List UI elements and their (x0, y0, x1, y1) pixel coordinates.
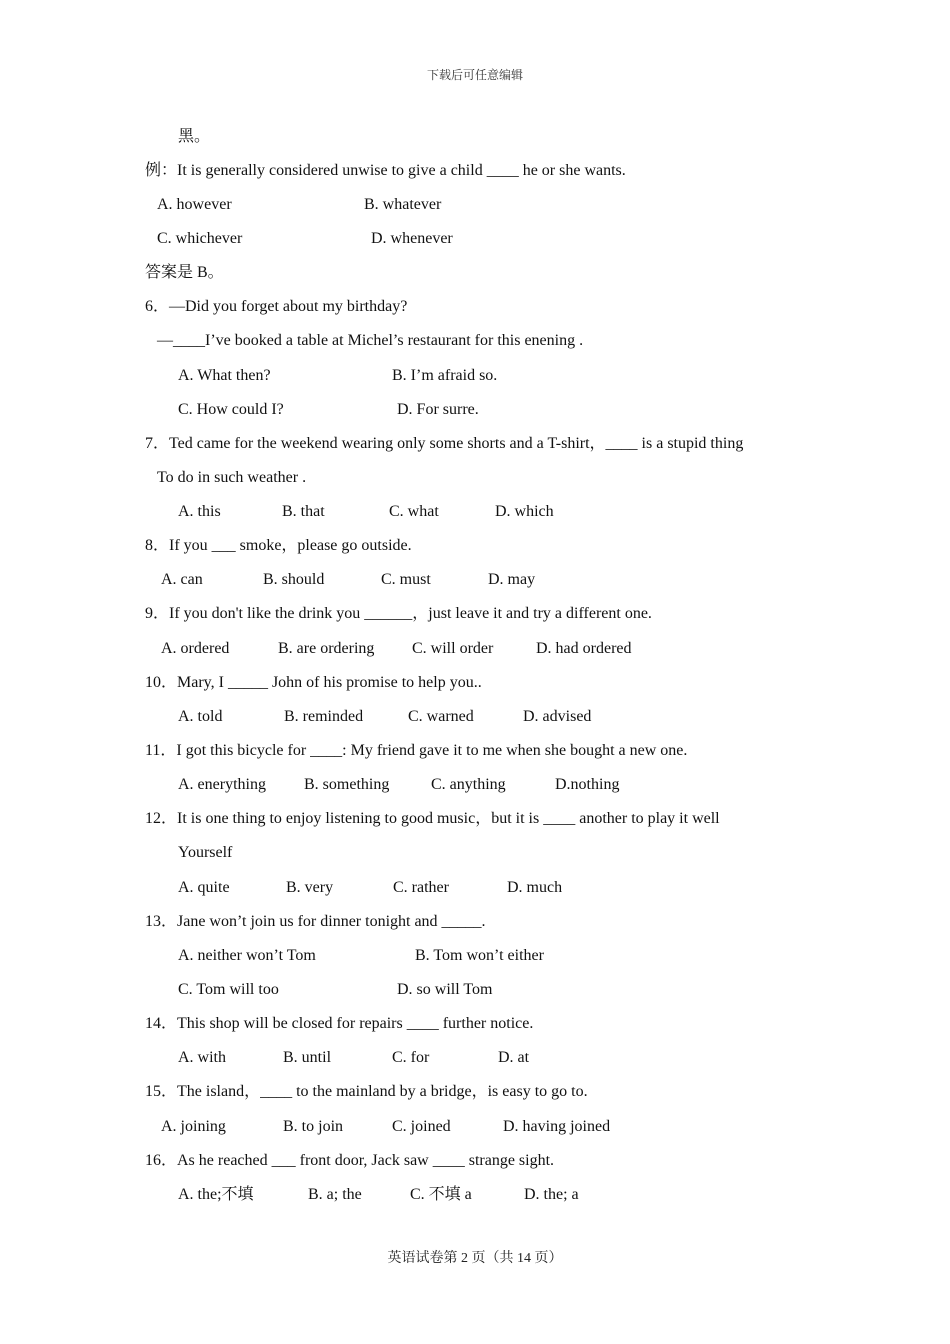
q10-option-d: D. advised (523, 708, 592, 725)
q7-stem: 7．Ted came for the weekend wearing only some shorts and a T-shirt，____ is a stupid thing (145, 435, 744, 452)
intro-tail: 黑。 (178, 128, 211, 145)
q14-stem: 14．This shop will be closed for repairs ____ further notice. (145, 1015, 534, 1032)
example-stem: 例：It is generally considered unwise to give a child ____ he or she wants. (145, 162, 626, 179)
q9-option-c: C. will order (412, 640, 494, 657)
q16-option-d: D. the; a (524, 1186, 579, 1203)
q16-stem: 16．As he reached ___ front door, Jack saw ____ strange sight. (145, 1152, 555, 1169)
q16-option-a: A. the;不填 (178, 1186, 254, 1203)
q15-option-a: A. joining (161, 1118, 226, 1135)
q6-option-b: B. I’m afraid so. (392, 367, 498, 384)
q6-option-c: C. How could I? (178, 401, 284, 418)
q9-option-a: A. ordered (161, 640, 230, 657)
q8-stem: 8．If you ___ smoke，please go outside. (145, 537, 412, 554)
q13-option-c: C. Tom will too (178, 981, 279, 998)
q7-stem-continued: To do in such weather . (157, 469, 307, 486)
q6-reply: —____I’ve booked a table at Michel’s restaurant for this enening . (157, 332, 584, 349)
q7-option-a: A. this (178, 503, 221, 520)
example-option-c: C. whichever (157, 230, 243, 247)
q11-stem: 11．I got this bicycle for ____: My friend gave it to me when she bought a new one. (145, 742, 688, 759)
q11-option-a: A. enerything (178, 776, 266, 793)
q14-option-b: B. until (283, 1049, 332, 1066)
q12-option-c: C. rather (393, 879, 449, 896)
page-header: 下载后可任意编辑 (426, 68, 523, 82)
q13-option-d: D. so will Tom (397, 981, 493, 998)
q14-option-d: D. at (498, 1049, 530, 1066)
q15-stem: 15．The island，____ to the mainland by a bridge，is easy to go to. (145, 1083, 588, 1100)
q10-option-c: C. warned (408, 708, 474, 725)
q11-option-b: B. something (304, 776, 390, 793)
q7-option-d: D. which (495, 503, 554, 520)
q13-option-a: A. neither won’t Tom (178, 947, 316, 964)
q8-option-c: C. must (381, 571, 431, 588)
q14-option-a: A. with (178, 1049, 226, 1066)
q6-stem: 6．—Did you forget about my birthday? (145, 298, 408, 315)
example-option-b: B. whatever (364, 196, 442, 213)
q15-option-c: C. joined (392, 1118, 451, 1135)
q12-option-a: A. quite (178, 879, 230, 896)
q9-option-d: D. had ordered (536, 640, 632, 657)
q7-option-b: B. that (282, 503, 325, 520)
q10-option-a: A. told (178, 708, 223, 725)
example-option-d: D. whenever (371, 230, 453, 247)
q11-option-d: D.nothing (555, 776, 620, 793)
q12-stem: 12．It is one thing to enjoy listening to good music，but it is ____ another to play it well (145, 810, 720, 827)
q7-option-c: C. what (389, 503, 439, 520)
example-answer: 答案是 B。 (145, 264, 224, 281)
q11-option-c: C. anything (431, 776, 506, 793)
q12-stem-continued: Yourself (178, 844, 233, 861)
q16-option-b: B. a; the (308, 1186, 362, 1203)
q10-option-b: B. reminded (284, 708, 364, 725)
q9-stem: 9．If you don't like the drink you ______，just leave it and try a different one. (145, 605, 652, 622)
q15-option-b: B. to join (283, 1118, 344, 1135)
q8-option-b: B. should (263, 571, 325, 588)
page-footer: 英语试卷第 2 页（共 14 页） (387, 1251, 563, 1266)
q8-option-d: D. may (488, 571, 536, 588)
q6-option-a: A. What then? (178, 367, 271, 384)
q13-stem: 13．Jane won’t join us for dinner tonight and _____. (145, 913, 486, 930)
q10-stem: 10．Mary, I _____ John of his promise to help you.. (145, 674, 482, 691)
q13-option-b: B. Tom won’t either (415, 947, 544, 964)
q15-option-d: D. having joined (503, 1118, 611, 1135)
q14-option-c: C. for (392, 1049, 430, 1066)
q8-option-a: A. can (161, 571, 203, 588)
example-option-a: A. however (157, 196, 232, 213)
q9-option-b: B. are ordering (278, 640, 375, 657)
q6-option-d: D. For surre. (397, 401, 479, 418)
q12-option-b: B. very (286, 879, 334, 896)
q12-option-d: D. much (507, 879, 563, 896)
q16-option-c: C. 不填 a (410, 1186, 472, 1203)
